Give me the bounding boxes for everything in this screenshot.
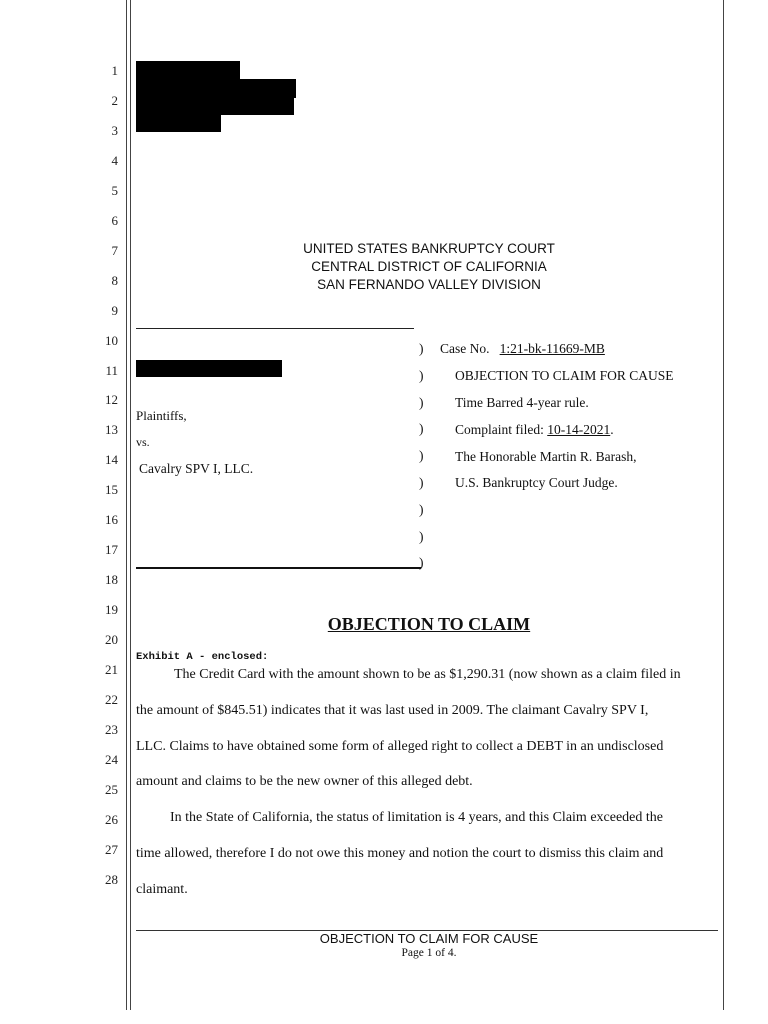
line-number: 7 — [111, 242, 118, 258]
redacted-block — [136, 114, 221, 132]
judge-title: U.S. Bankruptcy Court Judge. — [455, 475, 618, 490]
line-number: 10 — [105, 332, 118, 348]
line-number: 17 — [105, 542, 118, 558]
caption-paren: ) — [419, 448, 424, 464]
line-number: 28 — [105, 871, 118, 887]
redacted-block — [136, 61, 240, 80]
caption-paren: ) — [419, 528, 424, 544]
body-line: time allowed, therefore I do not owe this money and notion the court to dismiss this claim and — [136, 846, 664, 861]
line-number: 8 — [111, 272, 118, 288]
complaint-date: 10-14-2021 — [547, 422, 611, 437]
case-number: Case No. 1:21-bk-11669-MB — [440, 341, 605, 356]
vs-label: vs. — [136, 435, 150, 449]
right-margin-rule — [723, 0, 724, 1010]
judge-name: The Honorable Martin R. Barash, — [455, 449, 637, 464]
doc-title: OBJECTION TO CLAIM FOR CAUSE — [455, 368, 674, 383]
line-number: 25 — [105, 781, 118, 797]
document-heading: OBJECTION TO CLAIM — [327, 614, 531, 634]
line-number: 27 — [105, 841, 118, 857]
line-number: 21 — [105, 662, 118, 677]
defendant-name: Cavalry SPV I, LLC. — [139, 461, 254, 476]
court-district: CENTRAL DISTRICT OF CALIFORNIA — [311, 259, 547, 274]
body-line: claimant. — [136, 882, 188, 897]
court-line: UNITED STATES BANKRUPTCY COURT — [303, 241, 555, 256]
line-number: 9 — [111, 302, 118, 318]
caption-top-rule — [136, 328, 414, 329]
rule-text: Time Barred 4-year rule. — [455, 395, 589, 410]
line-number: 14 — [105, 452, 118, 468]
line-number: 19 — [105, 602, 118, 618]
left-margin-rule-inner — [130, 0, 131, 1010]
caption-bottom-rule — [136, 567, 421, 569]
body-line: The Credit Card with the amount shown to be as $1,290.31 (now shown as a claim filed in — [174, 667, 681, 682]
line-number: 4 — [111, 152, 118, 168]
line-number: 3 — [111, 122, 118, 138]
left-margin-rule — [126, 0, 127, 1010]
footer-title: OBJECTION TO CLAIM FOR CAUSE — [319, 931, 539, 946]
redacted-plaintiff-name — [136, 360, 282, 377]
caption-paren: ) — [419, 501, 424, 517]
line-number: 24 — [105, 751, 118, 767]
body-line: In the State of California, the status of limitation is 4 years, and this Claim exceeded the — [170, 810, 663, 825]
body-line: LLC. Claims to have obtained some form of alleged right to collect a DEBT in an undisclosed — [136, 739, 664, 754]
line-number: 2 — [111, 92, 118, 108]
line-number: 16 — [105, 512, 118, 528]
caption-paren: ) — [419, 341, 424, 356]
plaintiffs-label: Plaintiffs, — [136, 408, 187, 423]
case-number-value: 1:21-bk-11669-MB — [499, 341, 605, 356]
exhibit-note: Exhibit A - enclosed: — [136, 651, 269, 663]
redacted-block — [136, 79, 296, 98]
line-number: 6 — [111, 212, 118, 228]
line-number: 20 — [105, 632, 118, 648]
court-name — [136, 240, 722, 294]
line-number: 22 — [105, 691, 118, 707]
complaint-filed: Complaint filed: 10-14-2021. — [455, 422, 614, 437]
line-number: 13 — [105, 422, 118, 438]
caption-paren: ) — [419, 421, 424, 437]
caption-paren: ) — [419, 367, 424, 383]
body-line: the amount of $845.51) indicates that it was last used in 2009. The claimant Cavalry SPV I, — [136, 703, 649, 718]
court-division: SAN FERNANDO VALLEY DIVISION — [317, 277, 541, 292]
line-number: 26 — [105, 811, 118, 827]
caption-paren: ) — [419, 475, 424, 490]
page-number: Page 1 of 4. — [401, 947, 457, 959]
line-number: 23 — [105, 721, 118, 737]
line-number: 15 — [105, 482, 118, 498]
line-number: 12 — [105, 392, 118, 408]
line-number: 1 — [111, 63, 118, 78]
line-number: 11 — [105, 362, 118, 378]
line-number: 18 — [105, 572, 118, 588]
line-number: 5 — [111, 182, 118, 198]
body-line: amount and claims to be the new owner of this alleged debt. — [136, 774, 473, 789]
caption-paren: ) — [419, 394, 424, 410]
redacted-block — [136, 97, 294, 115]
caption-paren: ) — [419, 555, 424, 571]
